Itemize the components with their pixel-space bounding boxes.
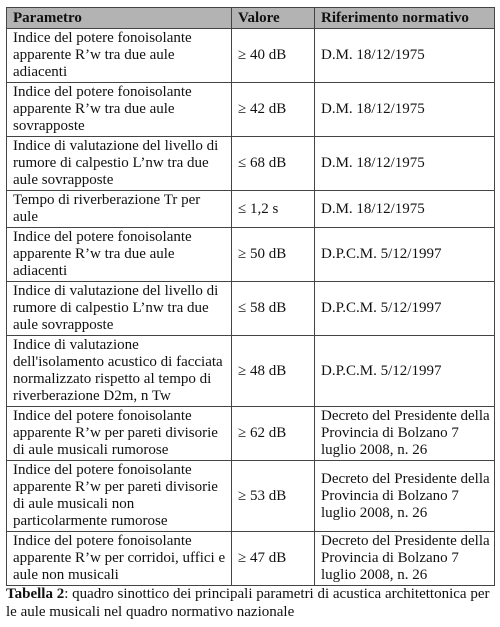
value-cell: ≥ 47 dB [232, 532, 315, 586]
param-cell: Indice del potere fonoisolante apparente R’w tra due aule adiacenti [7, 228, 232, 282]
reference-cell: D.M. 18/12/1975 [315, 83, 495, 137]
value-cell: ≥ 53 dB [232, 461, 315, 532]
value-cell: ≥ 40 dB [232, 29, 315, 83]
value-cell: ≥ 62 dB [232, 407, 315, 461]
table-row [7, 461, 495, 532]
param-cell: Indice del potere fonoisolante apparente R’w tra due aule adiacenti [7, 29, 232, 83]
value-cell: ≥ 42 dB [232, 83, 315, 137]
value-cell: ≥ 48 dB [232, 336, 315, 407]
value-cell: ≤ 1,2 s [232, 191, 315, 228]
reference-cell: Decreto del Presidente della Provincia di Bolzano 7 luglio 2008, n. 26 [315, 461, 495, 532]
table-row [7, 83, 495, 137]
reference-cell: D.P.C.M. 5/12/1997 [315, 336, 495, 407]
table-row [7, 228, 495, 282]
param-cell: Indice di valutazione dell'isolamento acustico di facciata normalizzato rispetto al tempo di riverberazione D2m, n Tw [7, 336, 232, 407]
table-row [7, 137, 495, 191]
reference-cell: D.P.C.M. 5/12/1997 [315, 228, 495, 282]
table-row [7, 407, 495, 461]
param-cell: Indice del potere fonoisolante apparente R’w per pareti divisorie di aule musicali non particolarmente rumorose [7, 461, 232, 532]
reference-cell: D.M. 18/12/1975 [315, 29, 495, 83]
param-cell: Indice del potere fonoisolante apparente R’w per corridoi, uffici e aule non musicali [7, 532, 232, 586]
header-parametro: Parametro [7, 8, 232, 29]
caption-text: : quadro sinottico dei principali parametri di acustica architettonica per le aule musicali nel quadro normativo nazionale [6, 586, 490, 620]
param-cell: Tempo di riverberazione Tr per aule [7, 191, 232, 228]
value-cell: ≤ 68 dB [232, 137, 315, 191]
param-cell: Indice del potere fonoisolante apparente R’w per pareti divisorie di aule musicali rumorose [7, 407, 232, 461]
table-row [7, 29, 495, 83]
table-row [7, 336, 495, 407]
caption-label: Tabella 2 [6, 586, 65, 602]
header-riferimento: Riferimento normativo [315, 8, 495, 29]
value-cell: ≤ 58 dB [232, 282, 315, 336]
reference-cell: D.M. 18/12/1975 [315, 191, 495, 228]
reference-cell: D.M. 18/12/1975 [315, 137, 495, 191]
table-row [7, 191, 495, 228]
reference-cell: Decreto del Presidente della Provincia di Bolzano 7 luglio 2008, n. 26 [315, 532, 495, 586]
header-valore: Valore [232, 8, 315, 29]
table-header-row [7, 8, 495, 29]
table-caption [6, 585, 494, 621]
reference-cell: D.P.C.M. 5/12/1997 [315, 282, 495, 336]
value-cell: ≥ 50 dB [232, 228, 315, 282]
table-row [7, 532, 495, 586]
reference-cell: Decreto del Presidente della Provincia di Bolzano 7 luglio 2008, n. 26 [315, 407, 495, 461]
parameters-table [6, 7, 495, 586]
table-row [7, 282, 495, 336]
param-cell: Indice del potere fonoisolante apparente R’w tra due aule sovrapposte [7, 83, 232, 137]
param-cell: Indice di valutazione del livello di rumore di calpestio L’nw tra due aule sovrapposte [7, 137, 232, 191]
table-body [7, 29, 495, 586]
param-cell: Indice di valutazione del livello di rumore di calpestio L’nw tra due aule sovrapposte [7, 282, 232, 336]
